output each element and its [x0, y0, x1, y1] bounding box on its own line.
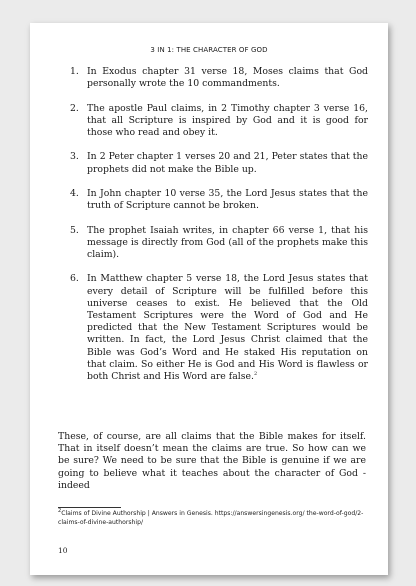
list-item — [70, 103, 368, 140]
footnote-reference[interactable]: 2 — [253, 370, 258, 377]
list-item-number: 1. — [70, 66, 79, 77]
list-item-text: In Exodus chapter 31 verse 18, Moses claims that God personally wrote the 10 commandments. — [87, 66, 368, 90]
list-item-number: 5. — [70, 224, 79, 236]
list-item-number: 6. — [70, 273, 79, 285]
footnote-marker: 2 — [58, 507, 62, 514]
claims-list — [70, 66, 368, 395]
list-item-number: 3. — [70, 151, 79, 163]
list-item — [70, 188, 368, 212]
list-item-text: In Matthew chapter 5 verse 18, the Lord Jesus states that every detail of Scripture will be fulfilled before this universe ceases to exist. He believed that the Old Testament Scriptures were the Word of God and He predicted that the New Testament Scriptures would be written. In fact, the Lord Jesus Christ claimed that the Bible was God’s Word and He staked His reputation on that claim. So either He is God and His Word is flawless or both Christ and His Word are false. — [87, 273, 368, 382]
page-number: 10 — [58, 546, 68, 555]
list-item — [70, 66, 368, 90]
list-item — [70, 273, 368, 383]
list-item-text: The prophet Isaiah writes, in chapter 66 verse 1, that his message is directly from God (all of the prophets make this claim). — [87, 224, 368, 260]
book-page — [30, 23, 388, 575]
list-item-text: In John chapter 10 verse 35, the Lord Jesus states that the truth of Scripture cannot be broken. — [87, 187, 368, 212]
list-item-number: 4. — [70, 187, 79, 199]
footnote-divider — [58, 507, 121, 508]
running-header: 3 IN 1: THE CHARACTER OF GOD — [150, 46, 268, 54]
footnote-text[interactable]: Claims of Divine Authorship | Answers in Genesis. https://answersingenesis.org/ the-word-of-god/2-claims-of-divine-authorship/ — [58, 510, 364, 526]
footnote — [58, 507, 368, 527]
list-item — [70, 225, 368, 262]
list-item — [70, 151, 368, 175]
body-paragraph: These, of course, are all claims that the Bible makes for itself. That in itself doesn’t mean the claims are true. So how can we be sure? We need to be sure that the Bible is genuine if we are going to believe what it teaches about the character of God - indeed — [58, 431, 366, 491]
list-item-text: In 2 Peter chapter 1 verses 20 and 21, Peter states that the prophets did not make the Bible up. — [87, 151, 368, 175]
list-item-number: 2. — [70, 102, 79, 114]
list-item-text: The apostle Paul claims, in 2 Timothy chapter 3 verse 16, that all Scripture is inspired by God and it is good for those who read and obey it. — [87, 102, 368, 138]
